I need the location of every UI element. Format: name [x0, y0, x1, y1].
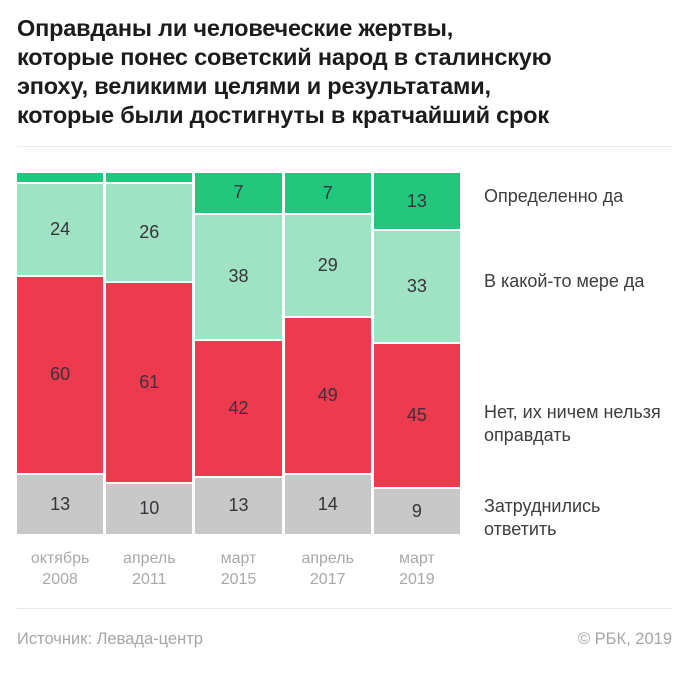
bar-segment — [195, 478, 281, 534]
segment-value-label: 14 — [317, 493, 338, 514]
bar-segment — [17, 277, 103, 473]
segment-value-label: 29 — [317, 254, 338, 275]
bar-segment — [285, 475, 371, 534]
legend-item-line: В какой-то мере да — [484, 271, 645, 291]
segment-value-label: 13 — [406, 190, 427, 211]
bar-segment — [285, 173, 371, 213]
chart-title-line: эпоху, великими целями и результатами, — [17, 73, 491, 99]
x-axis-label-line: 2008 — [42, 571, 78, 588]
legend-item-line: оправдать — [484, 425, 571, 445]
chart-title-line: которые были достигнуты в кратчайший срок — [17, 102, 549, 128]
bar-column — [285, 173, 371, 534]
bar-segment — [106, 484, 192, 534]
segment-value-label: 49 — [317, 384, 338, 405]
bar-column — [17, 173, 103, 534]
bar-column — [106, 173, 192, 534]
segment-value-label: 13 — [50, 494, 71, 515]
segment-value-label: 9 — [411, 500, 422, 521]
segment-value-label: 13 — [228, 495, 249, 516]
legend-item-line: Затруднились — [484, 496, 601, 516]
chart-title-line: которые понес советский народ в сталинскую — [17, 44, 552, 70]
x-axis-label-line: октябрь — [30, 550, 90, 567]
segment-value-label: 7 — [322, 182, 333, 203]
title-divider — [17, 146, 672, 147]
segment-value-label: 7 — [233, 182, 244, 203]
bar-segment — [374, 231, 460, 341]
bar-segment — [195, 215, 281, 339]
bar-segment — [195, 341, 281, 476]
x-axis-label-line: апрель — [301, 550, 354, 567]
x-axis-label — [285, 548, 371, 590]
plot-area — [17, 173, 460, 590]
segment-value-label: 45 — [406, 404, 427, 425]
chart-title — [17, 14, 672, 130]
footer-divider — [17, 608, 672, 609]
legend — [484, 173, 672, 590]
bar-segment — [106, 173, 192, 182]
bar-column — [374, 173, 460, 534]
x-axis-labels — [17, 548, 460, 590]
legend-item — [484, 270, 644, 293]
bar-segment — [374, 344, 460, 487]
legend-item-line: Нет, их ничем нельзя — [484, 402, 661, 422]
x-axis-label — [195, 548, 281, 590]
x-axis-label — [17, 548, 103, 590]
source-label: Источник: Левада-центр — [17, 630, 203, 648]
bar-segment — [17, 184, 103, 275]
bar-segment — [285, 318, 371, 473]
legend-item — [484, 495, 600, 541]
x-axis-label — [374, 548, 460, 590]
bar-segment — [106, 283, 192, 482]
legend-item — [484, 185, 623, 208]
x-axis-label-line: апрель — [123, 550, 176, 567]
x-axis-label-line: 2015 — [220, 571, 257, 588]
segment-value-label: 26 — [139, 221, 160, 242]
bar-segment — [374, 173, 460, 229]
bar-segment — [106, 184, 192, 281]
legend-item-line: Определенно да — [484, 186, 624, 206]
x-axis-label-line: 2011 — [132, 571, 167, 588]
stacked-bar-chart — [17, 173, 672, 590]
segment-value-label: 38 — [228, 266, 249, 287]
bars — [17, 173, 460, 534]
x-axis-label-line: 2019 — [399, 571, 435, 588]
bar-segment — [285, 215, 371, 315]
copyright-label: © РБК, 2019 — [577, 630, 672, 648]
x-axis-label-line: 2017 — [309, 571, 346, 588]
x-axis-label — [106, 548, 192, 590]
chart-title-line: Оправданы ли человеческие жертвы, — [17, 15, 454, 41]
segment-value-label: 10 — [139, 498, 160, 519]
segment-value-label: 24 — [50, 218, 71, 239]
x-axis-label-line: март — [399, 550, 435, 567]
segment-value-label: 60 — [50, 364, 71, 385]
bar-column — [195, 173, 281, 534]
segment-value-label: 42 — [228, 397, 249, 418]
legend-item-line: ответить — [484, 519, 557, 539]
bar-segment — [17, 475, 103, 534]
legend-item — [484, 401, 661, 447]
segment-value-label: 33 — [406, 275, 427, 296]
segment-value-label: 61 — [139, 371, 160, 392]
footer — [17, 630, 672, 649]
bar-segment — [195, 173, 281, 213]
bar-segment — [374, 489, 460, 534]
bar-segment — [17, 173, 103, 182]
x-axis-label-line: март — [220, 550, 257, 567]
